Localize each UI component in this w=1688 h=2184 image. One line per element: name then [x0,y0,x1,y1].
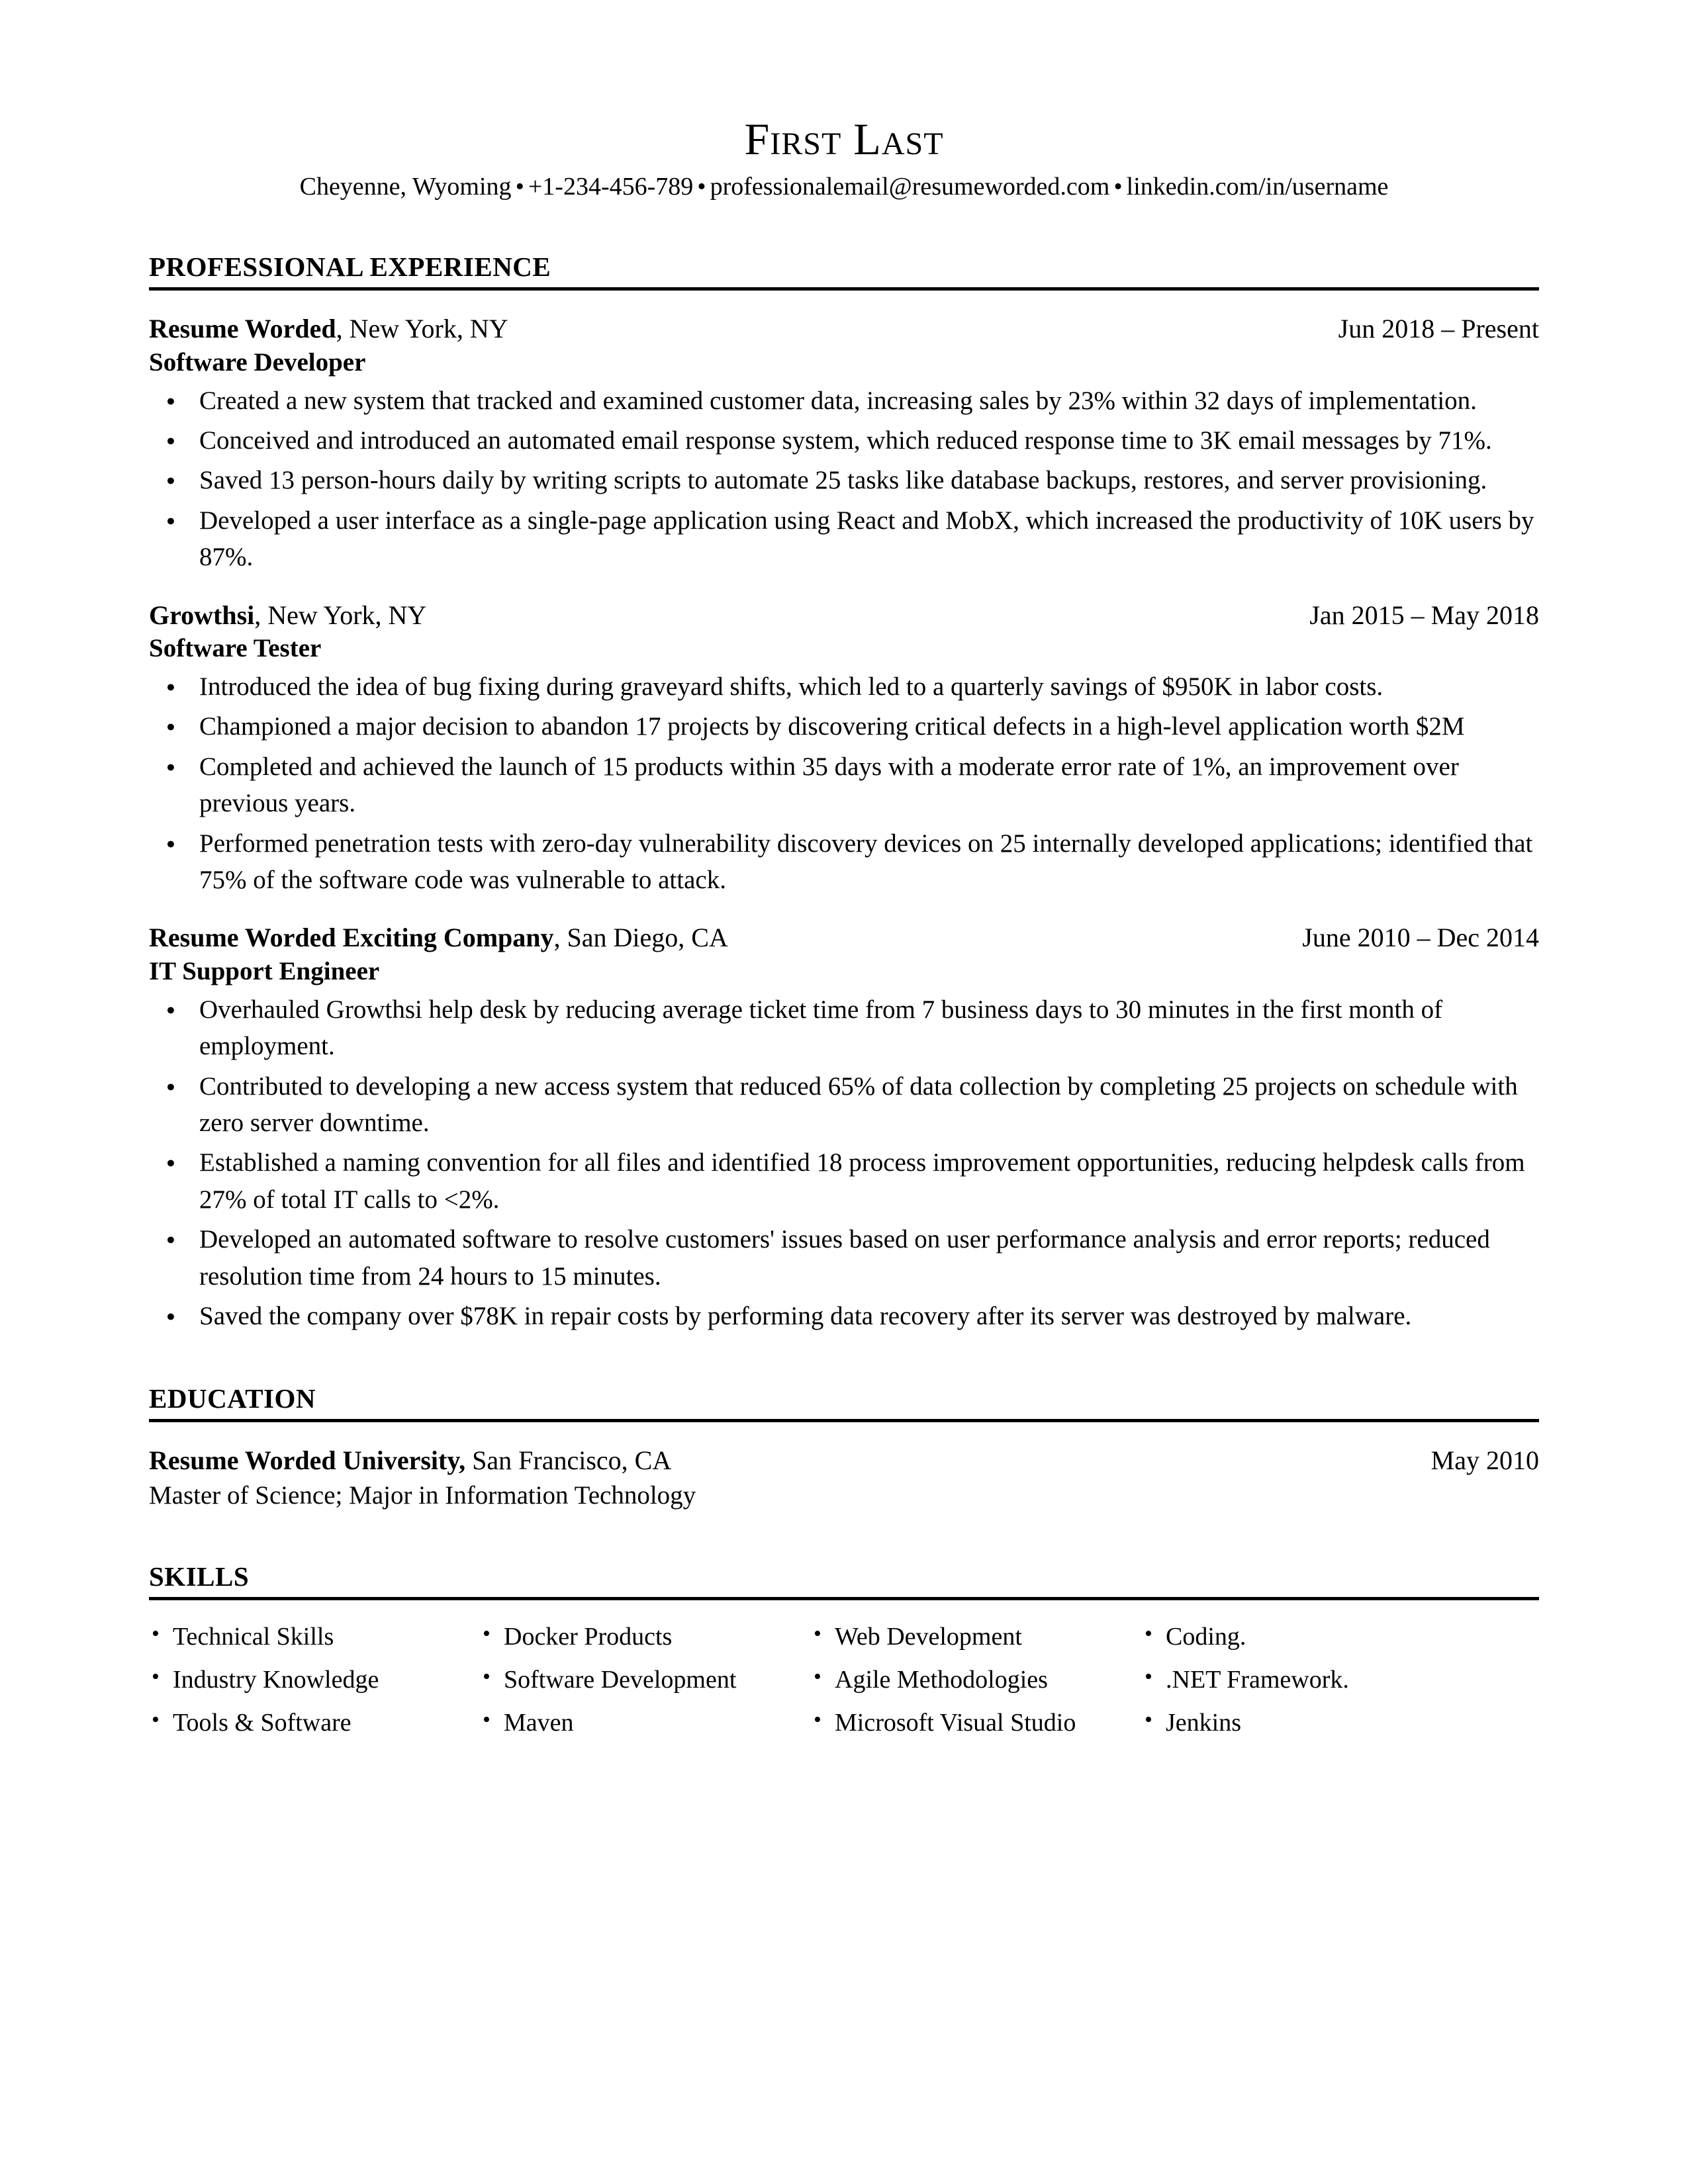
skill-item: • Docker Products [480,1624,811,1667]
experience-bullet-list [149,668,1539,898]
skill-item: • Industry Knowledge [149,1667,480,1710]
skill-item: • .NET Framework. [1142,1667,1460,1710]
experience-bullet-list [149,991,1539,1334]
skill-item: • Microsoft Visual Studio [811,1710,1142,1753]
experience-bullet: ● Saved the company over $78K in repair costs by performing data recovery after its server was destroyed by malware. [149,1298,1539,1334]
candidate-name: First Last [744,114,944,164]
experience-bullet-list [149,383,1539,576]
skill-item: • Agile Methodologies [811,1667,1142,1710]
experience-entry-header [149,313,1539,345]
contact-email[interactable]: professionalemail@resumeworded.com [710,173,1110,201]
contact-line [149,172,1539,203]
contact-separator-1: • [515,173,524,201]
section-rule-education [149,1419,1539,1422]
experience-bullet: ● Conceived and introduced an automated email response system, which reduced response time to 3K email messages by 71%. [149,422,1539,459]
experience-bullet: ● Introduced the idea of bug fixing during graveyard shifts, which led to a quarterly savings of $950K in labor costs. [149,668,1539,705]
education-school: Resume Worded University, [149,1445,466,1476]
experience-entry [149,600,1539,899]
skills-grid [149,1624,1539,1753]
skill-item: • Web Development [811,1624,1142,1667]
section-title-education: EDUCATION [149,1383,316,1414]
experience-location: , New York, NY [254,600,427,630]
experience-bullet: ● Championed a major decision to abandon 17 projects by discovering critical defects in a high-level application worth $2M [149,708,1539,745]
experience-bullet: ● Performed penetration tests with zero-day vulnerability discovery devices on 25 internally developed applications; identified that 75% of the software code was vulnerable to attack. [149,825,1539,899]
education-org-line [149,1445,671,1477]
experience-entry-header [149,600,1539,632]
contact-location: Cheyenne, Wyoming [299,173,512,201]
contact-separator-3: • [1113,173,1123,201]
experience-role: IT Support Engineer [149,957,380,986]
section-rule-experience [149,287,1539,291]
education-entry [149,1445,1539,1512]
experience-org-line [149,313,508,345]
experience-bullet: ● Completed and achieved the launch of 15 products within 35 days with a moderate error rate of 1%, an improvement over previous years. [149,749,1539,822]
experience-bullet: ● Developed a user interface as a single-page application using React and MobX, which increased the productivity of 10K users by 87%. [149,502,1539,576]
section-professional-experience [149,251,1539,1334]
experience-bullet: ● Created a new system that tracked and examined customer data, increasing sales by 23% within 32 days of implementation. [149,383,1539,419]
skill-item: • Jenkins [1142,1710,1460,1753]
section-title-experience: PROFESSIONAL EXPERIENCE [149,251,551,282]
contact-separator-2: • [697,173,706,201]
experience-org-line [149,600,426,632]
experience-company: Resume Worded [149,314,336,344]
experience-entry [149,313,1539,575]
skill-item: • Coding. [1142,1624,1460,1667]
experience-company: Growthsi [149,600,255,630]
experience-role: Software Tester [149,634,322,663]
education-entry-header [149,1445,1539,1477]
skill-item: • Technical Skills [149,1624,480,1667]
contact-linkedin[interactable]: linkedin.com/in/username [1126,173,1389,201]
section-education [149,1383,1539,1512]
experience-bullet: ● Contributed to developing a new access system that reduced 65% of data collection by completing 25 projects on schedule with zero server downtime. [149,1068,1539,1142]
skill-item: • Tools & Software [149,1710,480,1753]
education-dates: May 2010 [1430,1445,1539,1476]
experience-org-line [149,922,728,954]
section-title-skills: SKILLS [149,1561,250,1592]
education-location: San Francisco, CA [465,1445,672,1476]
experience-entry-header [149,922,1539,954]
experience-entry [149,922,1539,1334]
experience-company: Resume Worded Exciting Company [149,923,554,953]
experience-bullet: ● Overhauled Growthsi help desk by reducing average ticket time from 7 business days to 30 minutes in the first month of employment. [149,991,1539,1065]
experience-bullet: ● Established a naming convention for all files and identified 18 process improvement opportunities, reducing helpdesk calls from 27% of total IT calls to <2%. [149,1144,1539,1218]
contact-phone: +1-234-456-789 [528,173,694,201]
experience-dates: June 2010 – Dec 2014 [1302,923,1539,953]
skill-item: • Software Development [480,1667,811,1710]
experience-bullet: ● Saved 13 person-hours daily by writing scripts to automate 25 tasks like database backups, restores, and server provisioning. [149,462,1539,498]
education-degree: Master of Science; Major in Information Technology [149,1481,696,1510]
skill-item: • Maven [480,1710,811,1753]
experience-location: , San Diego, CA [553,923,728,953]
experience-dates: Jun 2018 – Present [1338,314,1539,344]
section-skills [149,1561,1539,1753]
experience-role: Software Developer [149,347,366,377]
experience-location: , New York, NY [336,314,508,344]
experience-dates: Jan 2015 – May 2018 [1309,600,1539,630]
section-rule-skills [149,1597,1539,1600]
experience-bullet: ● Developed an automated software to resolve customers' issues based on user performance analysis and error reports; reduced resolution time from 24 hours to 15 minutes. [149,1221,1539,1295]
